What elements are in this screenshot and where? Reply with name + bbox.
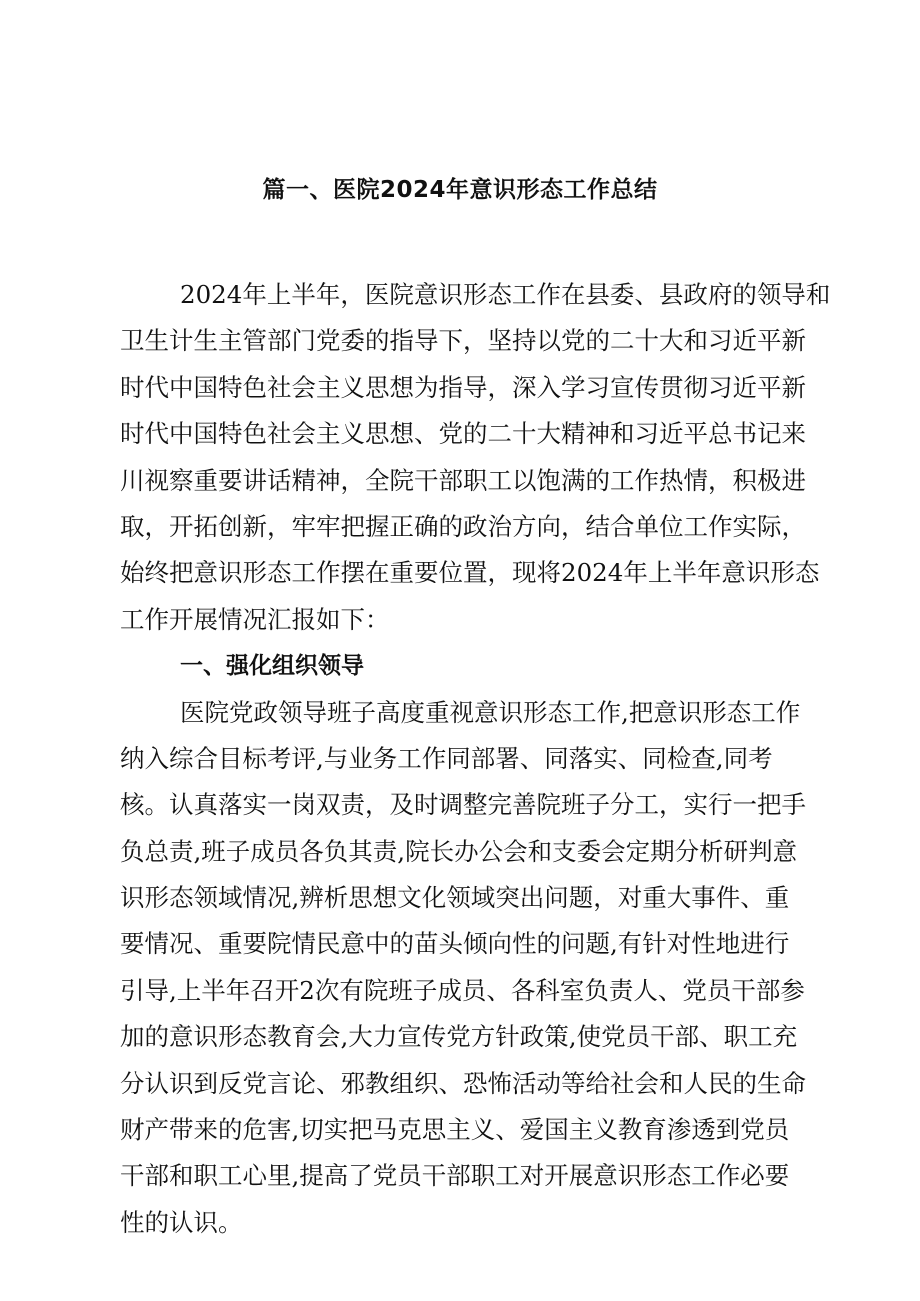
paragraph-line: 要情况、重要院情民意中的苗头倾向性的问题,有针对性地进行 xyxy=(120,929,790,959)
document-title: 篇一、医院2024年意识形态工作总结 xyxy=(262,177,658,203)
paragraph-line: 时代中国特色社会主义思想为指导，深入学习宣传贯彻习近平新 xyxy=(120,372,806,402)
paragraph-line: 识形态领域情况,辨析思想文化领域突出问题，对重大事件、重 xyxy=(120,883,790,913)
paragraph-line: 2024年上半年，医院意识形态工作在县委、县政府的领导和 xyxy=(180,280,831,309)
paragraph-line: 取，开拓创新，牢牢把握正确的政治方向，结合单位工作实际， xyxy=(120,511,806,541)
paragraph-line: 始终把意识形态工作摆在重要位置，现将2024年上半年意识形态 xyxy=(120,558,820,588)
paragraph-line: 核。认真落实一岗双责，及时调整完善院班子分工，实行一把手 xyxy=(120,790,806,820)
document-body xyxy=(120,272,831,1246)
paragraph-line: 纳入综合目标考评,与业务工作同部署、同落实、同检查,同考 xyxy=(120,743,773,773)
paragraph-line: 财产带来的危害,切实把马克思主义、爱国主义教育渗透到党员 xyxy=(120,1115,790,1145)
paragraph-line: 时代中国特色社会主义思想、党的二十大精神和习近平总书记来 xyxy=(120,419,806,449)
paragraph-line: 医院党政领导班子高度重视意识形态工作,把意识形态工作 xyxy=(180,697,801,727)
paragraph-line: 分认识到反党言论、邪教组织、恐怖活动等给社会和人民的生命 xyxy=(120,1068,806,1098)
paragraph-line: 川视察重要讲话精神，全院干部职工以饱满的工作热情，积极进 xyxy=(120,465,806,495)
paragraph-line: 加的意识形态教育会,大力宣传党方针政策,使党员干部、职工充 xyxy=(120,1022,798,1052)
paragraph-line: 干部和职工心里,提高了党员干部职工对开展意识形态工作必要 xyxy=(120,1161,790,1191)
paragraph-line: 卫生计生主管部门党委的指导下，坚持以党的二十大和习近平新 xyxy=(120,326,806,356)
paragraph-line: 工作开展情况汇报如下： xyxy=(120,604,390,634)
paragraph-line: 引导,上半年召开2次有院班子成员、各科室负责人、党员干部参 xyxy=(120,975,805,1005)
paragraph-line: 性的认识。 xyxy=(120,1207,243,1237)
section-heading: 一、强化组织领导 xyxy=(180,653,364,680)
paragraph-line: 负总责,班子成员各负其责,院长办公会和支委会定期分析研判意 xyxy=(120,836,798,866)
